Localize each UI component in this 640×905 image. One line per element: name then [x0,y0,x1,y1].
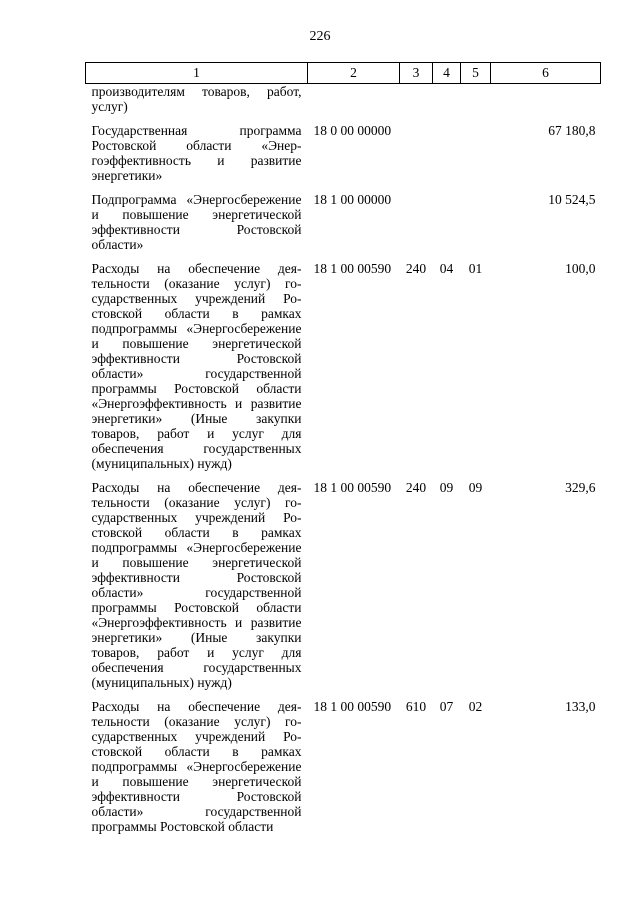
row-name: Расходы на обеспечение деятельности (оказание услуг) государственных учреждений Ростовской области в рамках подпрограммы «Энергосбережение и повышение энергетической эффективности Ростовской области» государственной программы Ростовской области «Энергоэффективность и развитие энергетики» (Иные закупки товаров, работ и услуг для обеспечения государственных (муниципальных) нужд) [91,480,302,690]
row-subsection: 09 [468,480,483,495]
row-subsection [461,114,491,183]
row-expense-type: 610 [405,699,427,714]
budget-table [85,62,601,834]
row-subsection: 01 [468,261,483,276]
row-target-code [308,84,400,115]
header-col-4: 4 [433,63,461,84]
row-expense-type: 240 [405,261,427,276]
row-subsection [461,183,491,252]
table-header [86,63,601,84]
header-col-3: 3 [400,63,433,84]
row-section [433,114,461,183]
row-section: 09 [439,480,454,495]
row-target-code: 18 1 00 00590 [313,480,392,495]
row-expense-type: 240 [405,480,427,495]
table-body [86,84,601,835]
row-amount: 100,0 [565,261,596,276]
header-col-1: 1 [86,63,308,84]
row-name: производителям товаров, работ, услуг) [91,84,302,114]
table-row [86,690,601,834]
row-name: Государственная программа Ростовской области «Энергоэффективность и развитие энергетики» [91,123,302,183]
row-amount: 329,6 [565,480,596,495]
header-row [86,63,601,84]
header-col-5: 5 [461,63,491,84]
header-col-6: 6 [491,63,601,84]
header-col-2: 2 [308,63,400,84]
row-name: Подпрограмма «Энергосбережение и повышение энергетической эффективности Ростовской области» [91,192,302,252]
row-amount [491,84,601,115]
row-subsection: 02 [468,699,483,714]
table-row [86,114,601,183]
table-row [86,183,601,252]
page-number: 226 [309,29,331,44]
row-name: Расходы на обеспечение деятельности (оказание услуг) государственных учреждений Ростовской области в рамках подпрограммы «Энергосбережение и повышение энергетической эффективности Ростовской области» государственной программы Ростовской области [91,699,302,834]
table-row [86,252,601,471]
table-row [86,471,601,690]
row-target-code: 18 1 00 00590 [313,699,392,714]
row-expense-type [400,183,433,252]
table-row [86,84,601,115]
row-amount: 67 180,8 [548,123,596,138]
row-name: Расходы на обеспечение деятельности (оказание услуг) государственных учреждений Ростовской области в рамках подпрограммы «Энергосбережение и повышение энергетической эффективности Ростовской области» государственной программы Ростовской области «Энергоэффективность и развитие энергетики» (Иные закупки товаров, работ и услуг для обеспечения государственных (муниципальных) нужд) [91,261,302,471]
row-subsection [461,84,491,115]
row-section: 07 [439,699,454,714]
row-target-code: 18 1 00 00000 [313,192,392,207]
row-amount: 10 524,5 [548,192,596,207]
row-amount: 133,0 [565,699,596,714]
row-target-code: 18 1 00 00590 [313,261,392,276]
row-section: 04 [439,261,454,276]
row-expense-type [400,114,433,183]
row-section [433,183,461,252]
row-expense-type [400,84,433,115]
row-target-code: 18 0 00 00000 [313,123,392,138]
row-section [433,84,461,115]
